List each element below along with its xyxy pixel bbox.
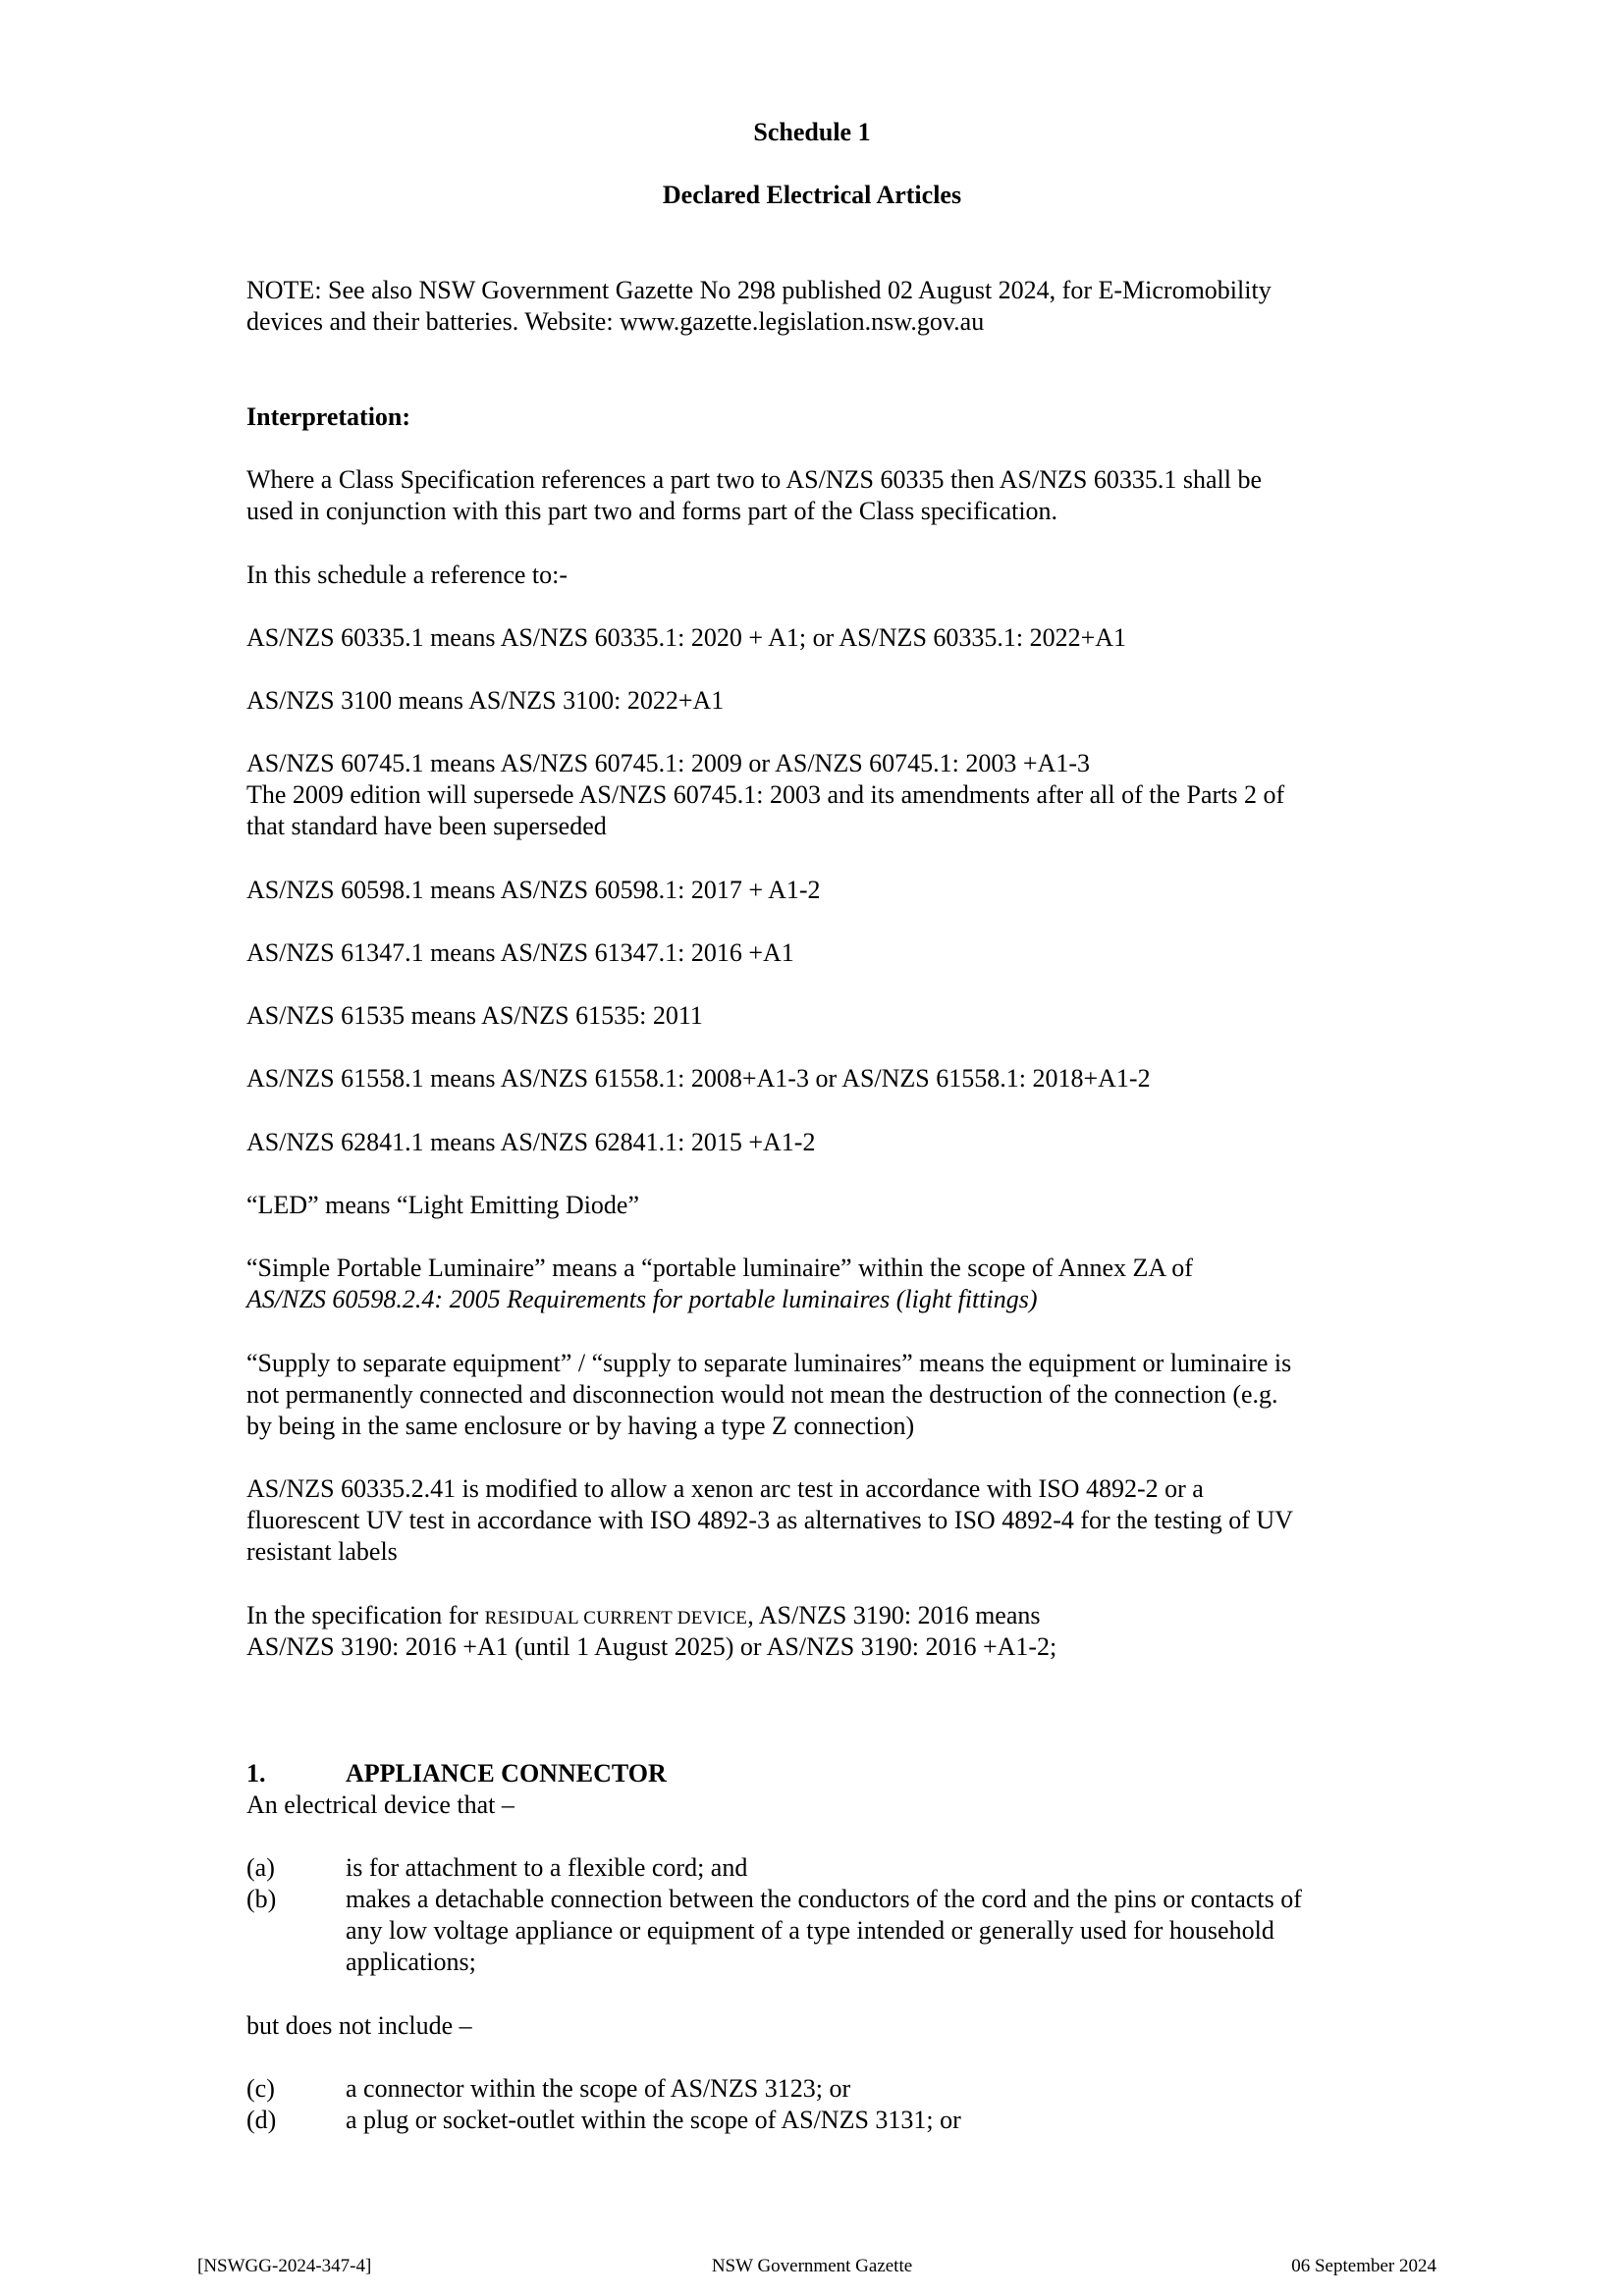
rcd-line-2: AS/NZS 3190: 2016 +A1 (until 1 August 2025) or AS/NZS 3190: 2016 +A1-2;	[246, 1632, 1057, 1661]
ref-60598: AS/NZS 60598.1 means AS/NZS 60598.1: 2017 + A1-2	[246, 876, 821, 904]
ref-61347: AS/NZS 61347.1 means AS/NZS 61347.1: 2016 +A1	[246, 938, 794, 967]
note-line-2: devices and their batteries. Website: www.gazette.legislation.nsw.gov.au	[246, 307, 985, 336]
list-item-a-label: (a)	[246, 1853, 275, 1882]
ref-61558: AS/NZS 61558.1 means AS/NZS 61558.1: 2008+A1-3 or AS/NZS 61558.1: 2018+A1-2	[246, 1064, 1151, 1093]
exclusion-intro: but does not include –	[246, 2011, 472, 2040]
list-item-a-text: is for attachment to a flexible cord; and	[346, 1853, 748, 1882]
ref-62841: AS/NZS 62841.1 means AS/NZS 62841.1: 2015 +A1-2	[246, 1128, 816, 1156]
list-item-c-text: a connector within the scope of AS/NZS 3123; or	[346, 2074, 851, 2103]
section-1-title: APPLIANCE CONNECTOR	[346, 1759, 667, 1788]
supply-definition-line-2: not permanently connected and disconnection would not mean the destruction of the connection (e.g.	[246, 1380, 1278, 1409]
rcd-line-1	[246, 1600, 1385, 1634]
list-item-b-line-2: any low voltage appliance or equipment of a type intended or generally used for household	[346, 1916, 1274, 1945]
ref-60745-line-1: AS/NZS 60745.1 means AS/NZS 60745.1: 2009 or AS/NZS 60745.1: 2003 +A1-3	[246, 749, 1090, 777]
list-item-d-text: a plug or socket-outlet within the scope of AS/NZS 3131; or	[346, 2106, 961, 2134]
reference-intro: In this schedule a reference to:-	[246, 561, 568, 589]
class-spec-line-1: Where a Class Specification references a part two to AS/NZS 60335 then AS/NZS 60335.1 shall be	[246, 465, 1263, 494]
ref-60745-line-2: The 2009 edition will supersede AS/NZS 60745.1: 2003 and its amendments after all of the Parts 2 of	[246, 780, 1285, 809]
uv-test-line-3: resistant labels	[246, 1537, 398, 1566]
list-item-c-label: (c)	[246, 2074, 275, 2103]
ref-60335: AS/NZS 60335.1 means AS/NZS 60335.1: 2020 + A1; or AS/NZS 60335.1: 2022+A1	[246, 623, 1127, 652]
note-line-1: NOTE: See also NSW Government Gazette No 298 published 02 August 2024, for E-Micromobility	[246, 276, 1272, 304]
ref-61535: AS/NZS 61535 means AS/NZS 61535: 2011	[246, 1001, 703, 1030]
simple-portable-luminaire-line-2: AS/NZS 60598.2.4: 2005 Requirements for portable luminaires (light fittings)	[246, 1285, 1038, 1313]
ref-3100: AS/NZS 3100 means AS/NZS 3100: 2022+A1	[246, 686, 725, 715]
schedule-title: Schedule 1	[753, 118, 871, 146]
supply-definition-line-1: “Supply to separate equipment” / “supply to separate luminaires” means the equipment or luminaire is	[246, 1349, 1292, 1377]
led-definition: “LED” means “Light Emitting Diode”	[246, 1191, 639, 1219]
list-item-d-label: (d)	[246, 2106, 277, 2134]
uv-test-line-1: AS/NZS 60335.2.41 is modified to allow a xenon arc test in accordance with ISO 4892-2 or a	[246, 1474, 1204, 1503]
list-item-b-label: (b)	[246, 1885, 277, 1913]
rcd-device-name: RESIDUAL CURRENT DEVICE	[484, 1608, 748, 1629]
supply-definition-line-3: by being in the same enclosure or by having a type Z connection)	[246, 1412, 915, 1440]
rcd-prefix: In the specification for	[246, 1601, 485, 1629]
interpretation-heading: Interpretation:	[246, 402, 411, 431]
uv-test-line-2: fluorescent UV test in accordance with ISO 4892-3 as alternatives to ISO 4892-4 for the testing of UV	[246, 1506, 1293, 1534]
footer-date: 06 September 2024	[1291, 2256, 1436, 2276]
simple-portable-luminaire-line-1: “Simple Portable Luminaire” means a “portable luminaire” within the scope of Annex ZA of	[246, 1254, 1193, 1282]
list-item-b-line-1: makes a detachable connection between the conductors of the cord and the pins or contacts of	[346, 1885, 1302, 1913]
rcd-suffix: , AS/NZS 3190: 2016 means	[747, 1601, 1041, 1629]
section-1-number: 1.	[246, 1759, 266, 1788]
schedule-subtitle: Declared Electrical Articles	[662, 181, 962, 209]
footer-reference: [NSWGG-2024-347-4]	[197, 2256, 372, 2276]
section-1-intro: An electrical device that –	[246, 1790, 514, 1819]
ref-60745-line-3: that standard have been superseded	[246, 812, 607, 840]
list-item-b-line-3: applications;	[346, 1948, 476, 1976]
footer-publication: NSW Government Gazette	[711, 2256, 913, 2276]
class-spec-line-2: used in conjunction with this part two and forms part of the Class specification.	[246, 497, 1058, 525]
